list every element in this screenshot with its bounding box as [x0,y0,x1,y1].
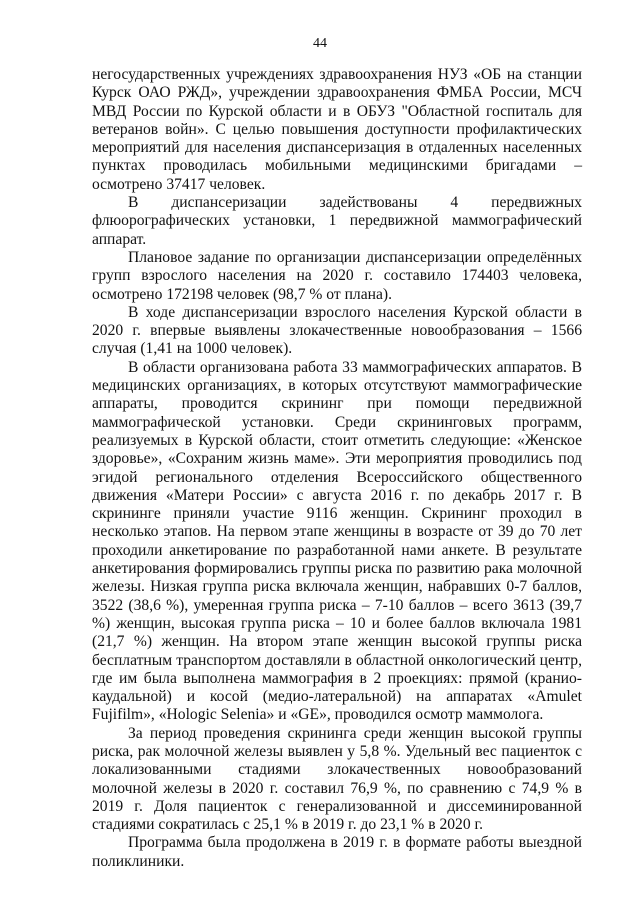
paragraph-screening-programs: В области организована работа 33 маммографических аппаратов. В медицинских организациях, в которых отсутствуют маммографические аппараты, проводится скрининг при помощи передвижной маммографической установки. Среди скрининговых программ, реализуемых в Курской области, стоит отметить следующие: «Женское здоровье», «Сохраним жизнь маме». Эти мероприятия проводились под эгидой регионального отделения Всероссийского общественного движения «Матери России» с августа 2016 г. по декабрь 2017 г. В скрининге приняли участие 9116 женщин. Скрининг проходил в несколько этапов. На первом этапе женщины в возрасте от 39 до 70 лет проходили анкетирование по разработанной нами анкете. В результате анкетирования формировались группы риска по развитию рака молочной железы. Низкая группа риска включала женщин, набравших 0-7 баллов, 3522 (38,6 %), умеренная группа риска – 7-10 баллов – всего 3613 (39,7 %) женщин, высокая группа риска – 10 и более баллов включала 1981 (21,7 %) женщин. На втором этапе женщин высокой группы риска бесплатным транспортом доставляли в областной онкологический центр, где им была выполнена маммография в 2 проекциях: прямой (кранио-каудальной) и косой (медио-латеральной) на аппаратах «Amulet Fujifilm», «Hologic Selenia» и «GE», проводился осмотр маммолога. [92,358,582,724]
paragraph-continued: негосударственных учреждениях здравоохранения НУЗ «ОБ на станции Курск ОАО РЖД», учреждении здравоохранения ФМБА России, МСЧ МВД России по Курской области и в ОБУЗ "Областной госпиталь для ветеранов войн». С целью повышения доступности профилактических мероприятий для населения диспансеризация в отдаленных населенных пунктах проводилась мобильными медицинскими бригадами – осмотрено 37417 человек. [92,66,582,193]
paragraph-equipment: В диспансеризации задействованы 4 передвижных флюорографических установки, 1 передвижной маммографический аппарат. [92,194,582,248]
paragraph-screening-results: За период проведения скрининга среди женщин высокой группы риска, рак молочной железы выявлен у 5,8 %. Удельный вес пациенток с локализованными стадиями злокачественных новообразований молочной железы в 2020 г. составил 76,9 %, по сравнению с 74,9 % в 2019 г. Доля пациенток с генерализованной и диссеминированной стадиями сократилась с 25,1 % в 2019 г. до 23,1 % в 2020 г. [92,724,582,834]
document-body [92,66,582,871]
paragraph-detection: В ходе диспансеризации взрослого населения Курской области в 2020 г. впервые выявлены злокачественные новообразования – 1566 случая (1,41 на 1000 человек). [92,303,582,358]
page-number: 44 [313,36,327,51]
paragraph-continuation: Программа была продолжена в 2019 г. в формате работы выездной поликлиники. [92,834,582,870]
paragraph-plan: Плановое задание по организации диспансеризации определённых групп взрослого населения на 2020 г. составило 174403 человека, осмотрено 172198 человек (98,7 % от плана). [92,248,582,303]
